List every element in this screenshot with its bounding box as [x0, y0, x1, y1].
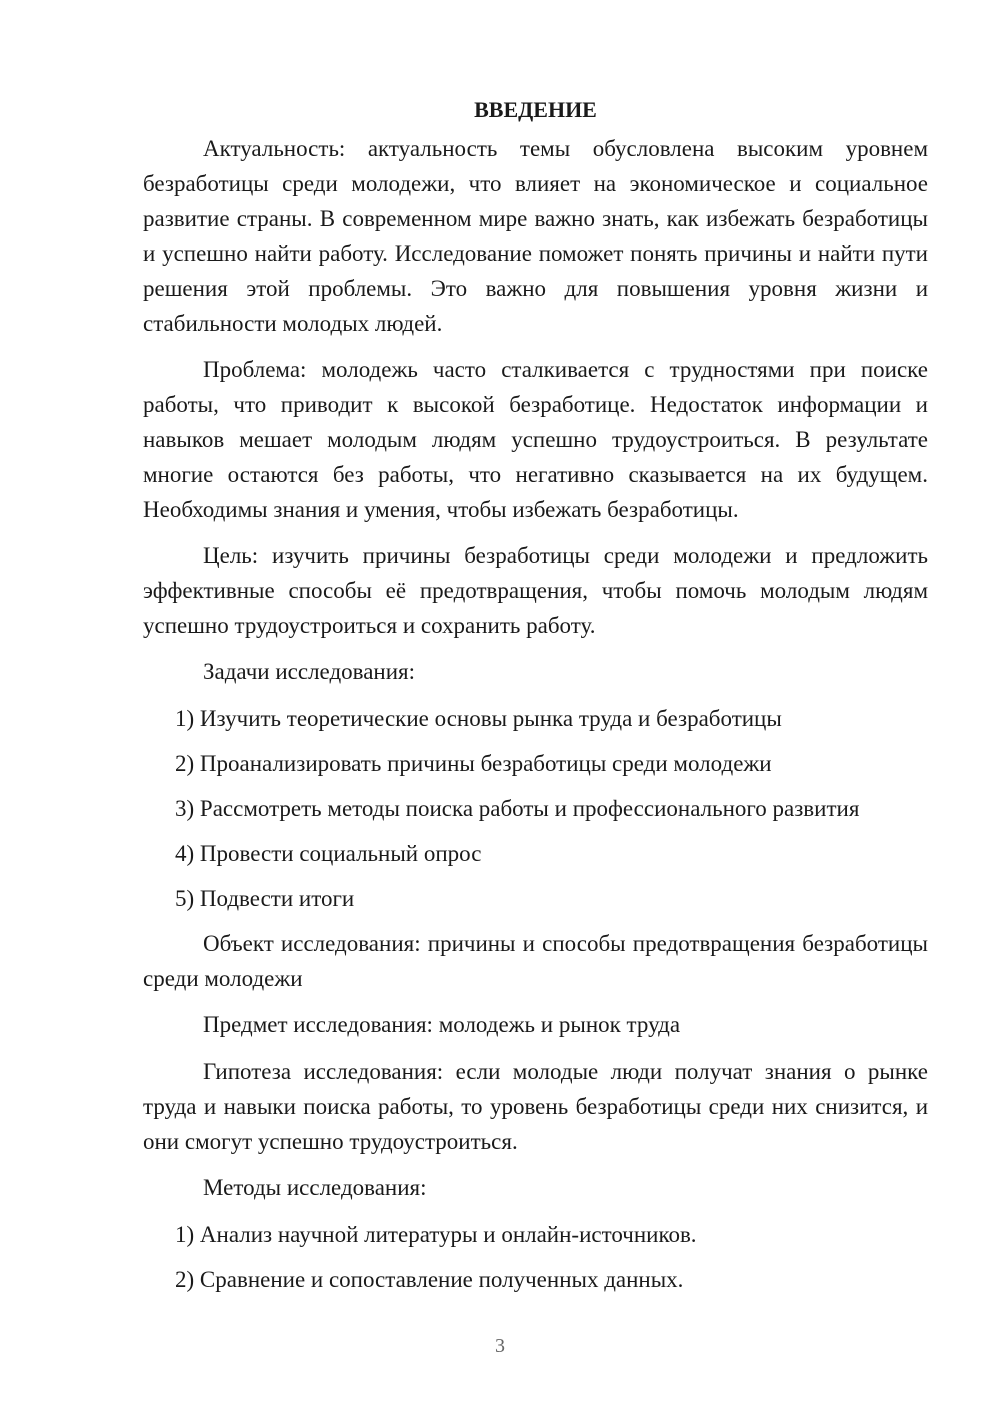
goal-paragraph: Цель: изучить причины безработицы среди молодежи и предложить эффективные способы её предотвращения, чтобы помочь молодым людям успешно трудоустроиться и сохранить работу. — [143, 543, 928, 638]
method-item: 2) Сравнение и сопоставление полученных данных. — [175, 1267, 684, 1292]
method-item: 1) Анализ научной литературы и онлайн-источников. — [175, 1222, 697, 1247]
task-item: 4) Провести социальный опрос — [175, 841, 482, 866]
tasks-heading: Задачи исследования: — [203, 659, 416, 684]
relevance-paragraph: Актуальность: актуальность темы обусловлена высоким уровнем безработицы среди молодежи, что влияет на экономическое и социальное развитие страны. В современном мире важно знать, как избежать безработицы и успешно найти работу. Исследование поможет понять причины и найти пути решения этой проблемы. Это важно для повышения уровня жизни и стабильности молодых людей. — [143, 136, 928, 336]
subject-paragraph: Предмет исследования: молодежь и рынок труда — [203, 1012, 681, 1037]
page-content — [143, 92, 928, 1307]
task-item: 2) Проанализировать причины безработицы среди молодежи — [175, 751, 772, 776]
problem-paragraph: Проблема: молодежь часто сталкивается с трудностями при поиске работы, что приводит к высокой безработице. Недостаток информации и навыков мешает молодым людям успешно трудоустроиться. В результате многие остаются без работы, что негативно сказывается на их будущем. Необходимы знания и умения, чтобы избежать безработицы. — [143, 357, 928, 522]
object-paragraph: Объект исследования: причины и способы предотвращения безработицы среди молодежи — [143, 931, 928, 991]
page-number: 3 — [495, 1335, 505, 1357]
page-title: ВВЕДЕНИЕ — [474, 97, 597, 122]
hypothesis-paragraph: Гипотеза исследования: если молодые люди получат знания о рынке труда и навыки поиска работы, то уровень безработицы среди них снизится, и они смогут успешно трудоустроиться. — [143, 1059, 928, 1154]
methods-heading: Методы исследования: — [203, 1175, 427, 1200]
task-item: 5) Подвести итоги — [175, 886, 355, 911]
task-item: 3) Рассмотреть методы поиска работы и профессионального развития — [175, 796, 860, 821]
task-item: 1) Изучить теоретические основы рынка труда и безработицы — [175, 706, 782, 731]
